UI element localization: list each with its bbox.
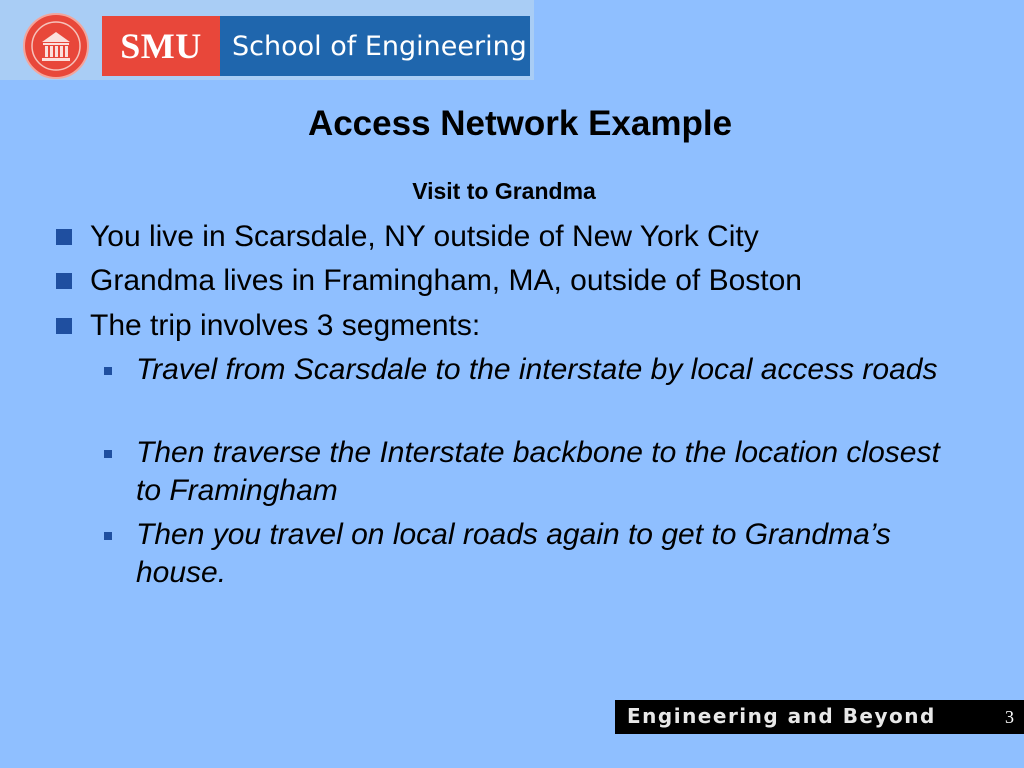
footer-tagline: Engineering and Beyond xyxy=(627,704,936,728)
bullet-text: Grandma lives in Framingham, MA, outside of Boston xyxy=(90,264,802,297)
bullet-text: You live in Scarsdale, NY outside of New York City xyxy=(90,220,759,253)
sub-bullet-item xyxy=(104,434,974,510)
square-bullet-icon xyxy=(56,229,72,245)
sub-bullet-text: Then traverse the Interstate backbone to the location closest to Framingham xyxy=(136,436,940,507)
bullet-text: The trip involves 3 segments: xyxy=(90,309,481,342)
page-number: 3 xyxy=(1005,707,1014,727)
sub-bullet-item xyxy=(104,516,974,592)
smu-logo-banner xyxy=(0,0,534,80)
smu-wordmark: SMU xyxy=(102,16,220,76)
slide-subtitle: Visit to Grandma xyxy=(412,178,596,204)
square-bullet-icon xyxy=(56,318,72,334)
footer-banner xyxy=(615,700,1024,734)
bullet-item xyxy=(56,218,759,256)
square-bullet-icon xyxy=(104,367,112,375)
square-bullet-icon xyxy=(104,450,112,458)
sub-bullet-text: Travel from Scarsdale to the interstate by local access roads xyxy=(136,353,938,386)
slide-title: Access Network Example xyxy=(307,104,733,143)
sub-bullet-item xyxy=(104,351,974,389)
square-bullet-icon xyxy=(56,273,72,289)
square-bullet-icon xyxy=(104,532,112,540)
smu-seal-icon xyxy=(22,12,90,80)
bullet-item xyxy=(56,262,802,300)
bullet-item xyxy=(56,307,480,345)
school-of-engineering-wordmark: School of Engineering xyxy=(220,16,530,76)
sub-bullet-text: Then you travel on local roads again to get to Grandma’s house. xyxy=(136,518,891,589)
